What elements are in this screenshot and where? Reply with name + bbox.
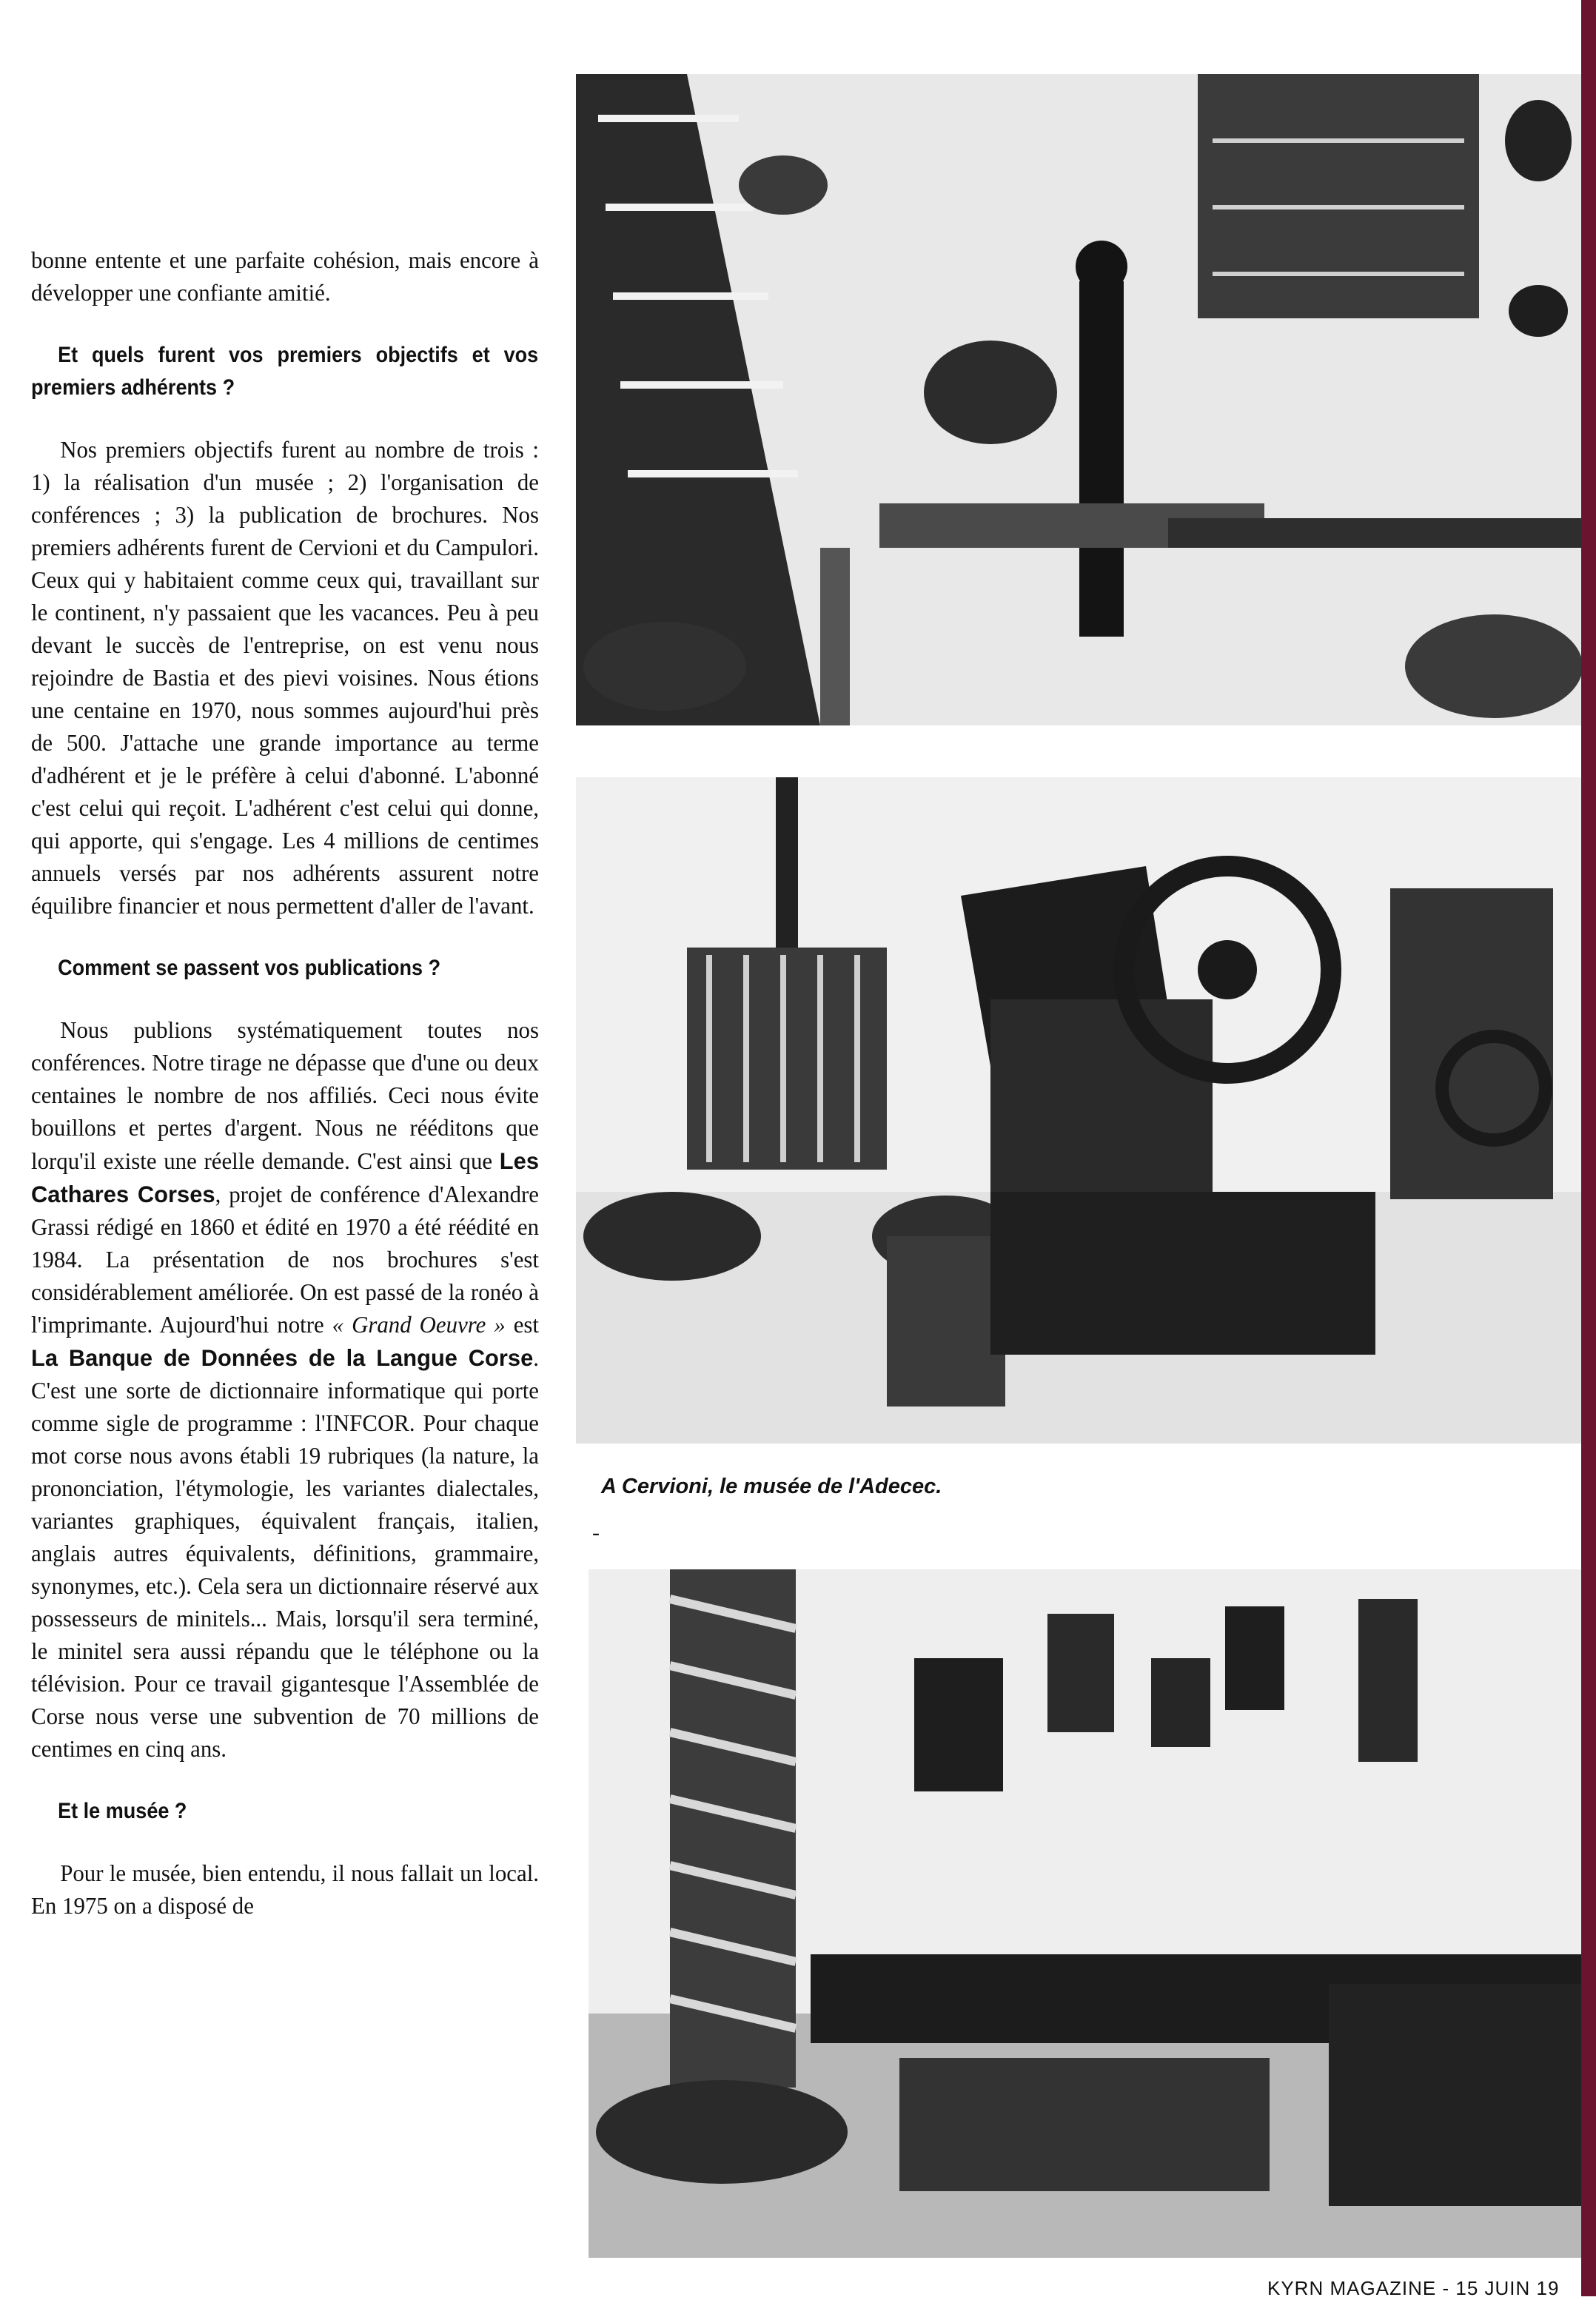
page-edge <box>1581 0 1596 2296</box>
paragraph-3-part-e: est <box>505 1312 539 1338</box>
photo-kitchen-interior <box>576 74 1581 725</box>
question-1: Et quels furent vos premiers objectifs et vos premiers adhérents ? <box>31 343 539 400</box>
photo-caption: A Cervioni, le musée de l'Adecec. <box>601 1475 942 1498</box>
grand-oeuvre: « Grand Oeuvre » <box>332 1312 506 1338</box>
photo-olive-press-tools <box>589 1569 1581 2258</box>
paragraph-3-part-g: . C'est une sorte de dictionnaire informatique qui porte comme sigle de programme : l'INFCOR. Pour chaque mot corse nous avons établi 19 rubriques (la nature, la prononciation, l'étymologie, les variantes dialectales, variantes graphiques, équivalent français, italien, anglais autres équivalents, définitions, grammaire, synonymes, etc.). Cela sera un dictionnaire réservé aux possesseurs de minitels... Mais, lorsqu'il sera terminé, le minitel sera aussi répandu que le téléphone ou la télévision. Pour ce travail gigantesque l'Assemblée de Corse nous verse une subvention de 70 millions de centimes en cinq ans. <box>31 1345 539 1762</box>
kitchen-illustration <box>576 74 1581 725</box>
paragraph-4: Pour le musée, bien entendu, il nous fallait un local. En 1975 on a disposé de <box>31 1860 539 1919</box>
title-cathares-corses: Les Cathares Corses <box>31 1147 539 1207</box>
olive-press-illustration <box>589 1569 1581 2258</box>
title-banque-de-donnees: La Banque de Données de la Langue Corse <box>31 1344 534 1371</box>
presses-illustration <box>576 777 1581 1444</box>
article-column <box>31 244 539 1922</box>
question-2: Comment se passent vos publications ? <box>58 956 441 980</box>
dash-mark: - <box>592 1521 600 1545</box>
paragraph-2: Nos premiers objectifs furent au nombre de trois : 1) la réalisation d'un musée ; 2) l'organisation de conférences ; 3) la publication de brochures. Nos premiers adhérents furent de Cervioni et du Campulori. Ceux qui y habitaient comme ceux qui, travaillant sur le continent, n'y passaient que les vacances. Peu à peu devant le succès de l'entreprise, on est venu nous rejoindre de Bastia et des pievi voisines. Nous étions une centaine en 1970, nous sommes aujourd'hui près de 500. J'attache une grande importance au terme d'adhérent et je le préfère à celui d'abonné. L'abonné c'est celui qui reçoit. L'adhérent c'est celui qui donne, qui apporte, qui s'engage. Les 4 millions de centimes annuels versés par nos adhérents assurent notre équilibre financier et nous permettent d'aller de l'avant. <box>31 437 539 919</box>
paragraph-3-part-c: , projet de conférence d'Alexandre Grassi rédigé en 1860 et édité en 1970 a été réédité en 1984. La présentation de nos brochures s'est considérablement améliorée. On est passé de la ronéo à l'imprimante. Aujourd'hui notre <box>31 1181 540 1338</box>
photo-wine-presses <box>576 777 1581 1444</box>
paragraph-3-part-a: Nous publions systématiquement toutes nos conférences. Notre tirage ne dépasse que d'une ou deux centaines le nombre de nos affiliés. Ceci nous évite bouillons et pertes d'argent. Nous ne rééditons que lorqu'il existe une réelle demande. C'est ainsi que <box>31 1017 539 1174</box>
paragraph-1: bonne entente et une parfaite cohésion, mais encore à développer une confiante amitié. <box>31 247 539 306</box>
paragraph-3 <box>31 1014 539 1766</box>
page-footer: KYRN MAGAZINE - 15 JUIN 19 <box>1267 2277 1560 2299</box>
question-3: Et le musée ? <box>58 1799 187 1823</box>
